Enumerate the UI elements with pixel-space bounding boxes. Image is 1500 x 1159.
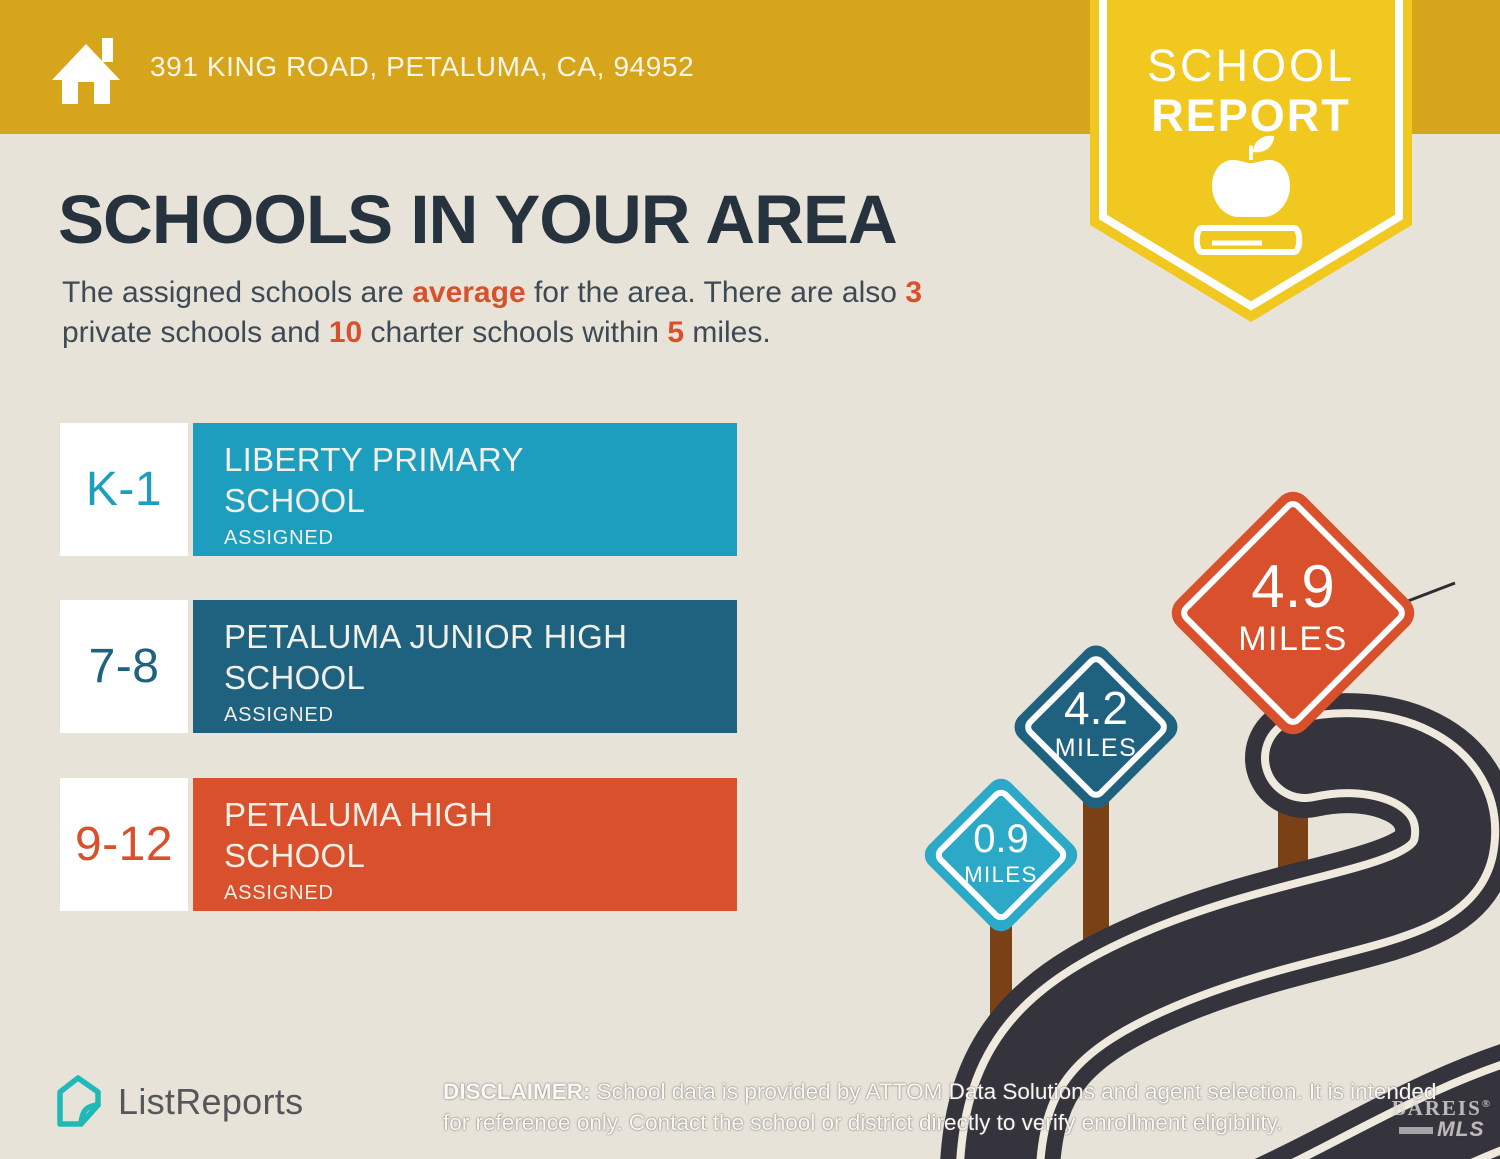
intro-seg3: private schools and <box>62 315 329 349</box>
intro-accent-average: average <box>412 276 526 309</box>
school-row-petaluma-high <box>60 778 737 911</box>
school-bar <box>193 778 737 911</box>
disclaimer-text: DISCLAIMER: School data is provided by ATTOM Data Solutions and agent selection. It is intended for reference only. Contact the school or district directly to verify enrollment eligibility. <box>443 1079 1437 1136</box>
school-name: LIBERTY PRIMARY SCHOOL <box>224 441 524 519</box>
distance-sign-small-label <box>921 818 1081 888</box>
distance-value: 0.9 <box>973 817 1029 861</box>
assigned-label: ASSIGNED <box>224 526 334 549</box>
page-title: SCHOOLS IN YOUR AREA <box>58 181 897 258</box>
listreports-logo-icon <box>52 1074 104 1130</box>
school-bar <box>193 423 737 556</box>
intro-accent-miles: 5 <box>667 315 685 349</box>
road-antenna-line <box>1408 583 1455 601</box>
distance-value: 4.2 <box>1064 682 1128 734</box>
distance-value: 4.9 <box>1251 553 1335 620</box>
grade-range-badge: K-1 <box>60 423 188 556</box>
intro-accent-charter-count: 10 <box>328 315 363 349</box>
distance-unit: MILES <box>964 862 1038 887</box>
home-icon <box>50 30 122 106</box>
listreports-logo-text: ListReports <box>118 1081 304 1122</box>
school-name: PETALUMA HIGH SCHOOL <box>224 796 494 874</box>
grade-range-badge: 9-12 <box>60 778 188 911</box>
distance-sign-big-label <box>1203 555 1383 659</box>
school-bar <box>193 600 737 733</box>
disclaimer-label: DISCLAIMER: <box>443 1079 591 1104</box>
ribbon-line1: SCHOOL <box>1146 40 1356 91</box>
assigned-label: ASSIGNED <box>224 703 334 726</box>
school-name: PETALUMA JUNIOR HIGH SCHOOL <box>224 618 628 696</box>
intro-seg4: charter schools within <box>362 315 668 349</box>
school-report-ribbon <box>1090 0 1412 330</box>
intro-paragraph <box>62 273 1062 353</box>
ribbon-line2: REPORT <box>1151 90 1351 141</box>
school-row-liberty-primary <box>60 423 737 556</box>
intro-accent-private-count: 3 <box>905 276 922 309</box>
property-address: 391 KING ROAD, PETALUMA, CA, 94952 <box>150 51 695 82</box>
distance-unit: MILES <box>1238 620 1348 658</box>
distance-unit: MILES <box>1054 734 1138 763</box>
listreports-logo <box>52 1074 303 1130</box>
assigned-label: ASSIGNED <box>224 881 334 904</box>
intro-seg5: miles. <box>684 315 771 349</box>
intro-seg1: The assigned schools are <box>62 276 413 309</box>
grade-range-badge: 7-8 <box>60 600 188 733</box>
watermark-mls: MLS <box>1392 1119 1492 1141</box>
watermark-bar <box>1399 1127 1433 1134</box>
school-row-petaluma-junior-high <box>60 600 737 733</box>
distance-sign-mid-label <box>1016 684 1176 763</box>
watermark-bareis: BAREIS® <box>1391 1096 1492 1120</box>
intro-seg2: for the area. There are also <box>525 276 906 309</box>
bareis-mls-watermark <box>1392 1097 1492 1141</box>
